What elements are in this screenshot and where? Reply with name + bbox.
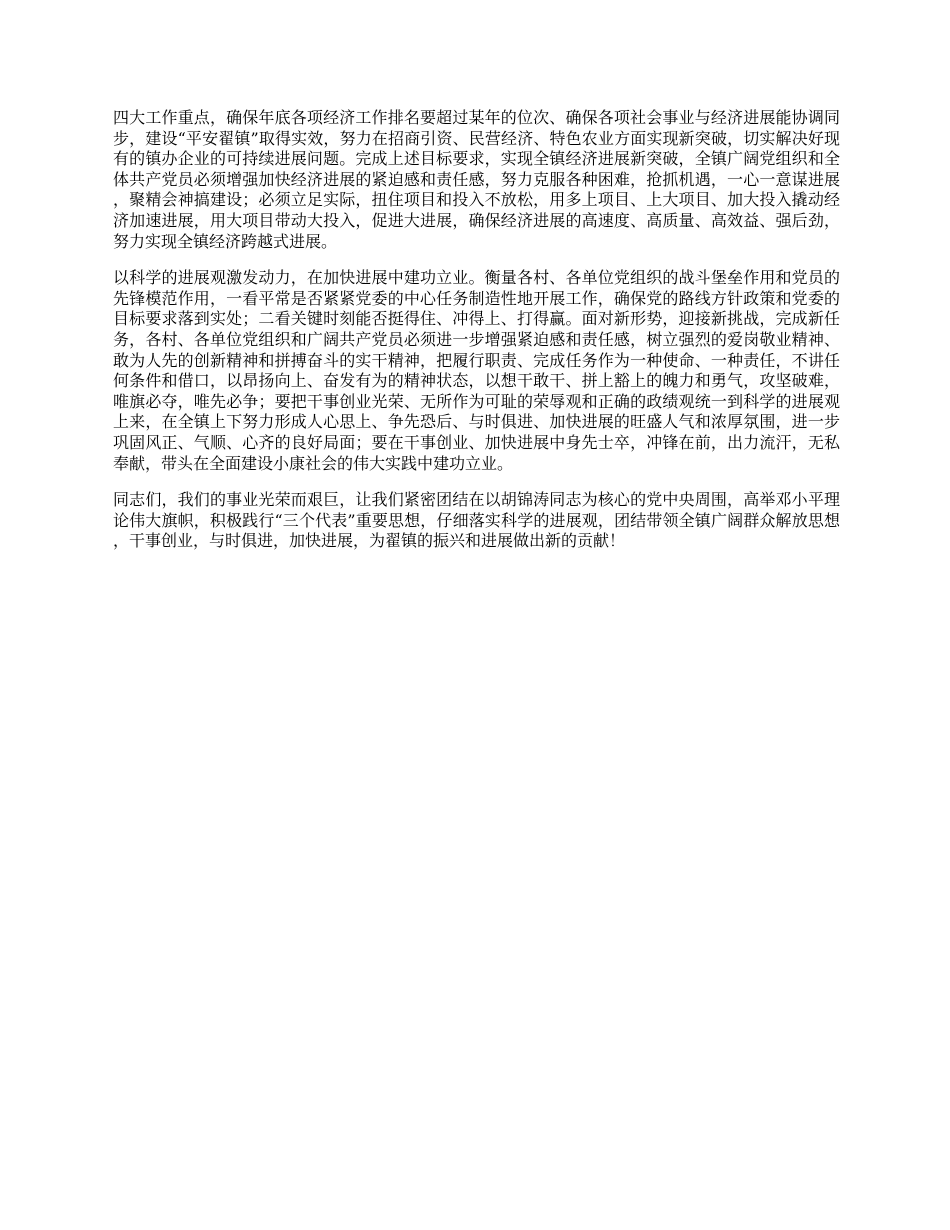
document-page — [113, 108, 840, 568]
paragraph-3: 同志们，我们的事业光荣而艰巨，让我们紧密团结在以胡锦涛同志为核心的党中央周围，高举邓小平理论伟大旗帜，积极践行“三个代表”重要思想，仔细落实科学的进展观，团结带领全镇广阔群众解放思想，干事创业，与时俱进，加快进展，为翟镇的振兴和进展做出新的贡献！ — [113, 490, 840, 551]
paragraph-2: 以科学的进展观激发动力，在加快进展中建功立业。衡量各村、各单位党组织的战斗堡垒作用和党员的先锋模范作用，一看平常是否紧紧党委的中心任务制造性地开展工作，确保党的路线方针政策和党委的目标要求落到实处；二看关键时刻能否挺得住、冲得上、打得赢。面对新形势，迎接新挑战，完成新任务，各村、各单位党组织和广阔共产党员必须进一步增强紧迫感和责任感，树立强烈的爱岗敬业精神、敢为人先的创新精神和拼搏奋斗的实干精神，把履行职责、完成任务作为一种使命、一种责任，不讲任何条件和借口，以昂扬向上、奋发有为的精神状态，以想干敢干、拼上豁上的魄力和勇气，攻坚破难，唯旗必夺，唯先必争；要把干事创业光荣、无所作为可耻的荣辱观和正确的政绩观统一到科学的进展观上来，在全镇上下努力形成人心思上、争先恐后、与时俱进、加快进展的旺盛人气和浓厚氛围，进一步巩固风正、气顺、心齐的良好局面；要在干事创业、加快进展中身先士卒，冲锋在前，出力流汗，无私奉献，带头在全面建设小康社会的伟大实践中建功立业。 — [113, 268, 840, 473]
paragraph-1: 四大工作重点，确保年底各项经济工作排名要超过某年的位次、确保各项社会事业与经济进展能协调同步，建设“平安翟镇”取得实效，努力在招商引资、民营经济、特色农业方面实现新突破，切实解决好现有的镇办企业的可持续进展问题。完成上述目标要求，实现全镇经济进展新突破，全镇广阔党组织和全体共产党员必须增强加快经济进展的紧迫感和责任感，努力克服各种困难，抢抓机遇，一心一意谋进展，聚精会神搞建设；必须立足实际，扭住项目和投入不放松，用多上项目、上大项目、加大投入撬动经济加速进展，用大项目带动大投入，促进大进展，确保经济进展的高速度、高质量、高效益、强后劲，努力实现全镇经济跨越式进展。 — [113, 108, 840, 251]
